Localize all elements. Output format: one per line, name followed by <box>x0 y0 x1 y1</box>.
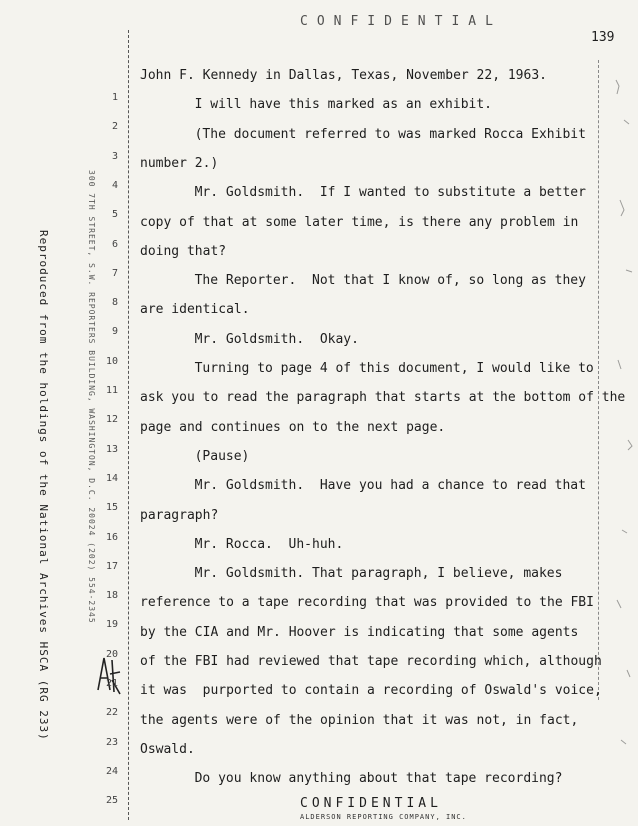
line-number: 5 <box>111 209 118 221</box>
line-number: 15 <box>105 502 118 514</box>
line-number: 11 <box>105 385 118 396</box>
transcript-line: Mr. Goldsmith. Okay. <box>194 331 359 347</box>
transcript-line: Mr. Rocca. Uh-huh. <box>194 536 344 552</box>
line-number: 23 <box>105 736 118 748</box>
transcript-line: the agents were of the opinion that it was not, in fact, <box>140 712 579 728</box>
footer-company: ALDERSON REPORTING COMPANY, INC. <box>300 813 467 821</box>
line-number: 1 <box>111 92 118 103</box>
transcript-line: Mr. Goldsmith. Have you had a chance to read that <box>194 478 586 494</box>
transcript-line: Mr. Goldsmith. If I wanted to substitute a better <box>194 185 586 201</box>
line-number: 14 <box>105 472 118 484</box>
line-number: 22 <box>105 707 118 719</box>
transcript-line: are identical. <box>140 302 250 318</box>
footer-confidential: CONFIDENTIAL <box>300 796 442 811</box>
transcript-line: paragraph? <box>140 507 219 523</box>
transcript-line: (The document referred to was marked Rocca Exhibit <box>194 126 586 142</box>
line-number: 20 <box>105 648 118 660</box>
transcript-line: Do you know anything about that tape recording? <box>194 771 563 787</box>
line-number: 21 <box>105 678 118 689</box>
line-number: 16 <box>105 531 118 543</box>
transcript-line: Oswald. <box>140 741 195 757</box>
transcript-line: I will have this marked as an exhibit. <box>194 97 493 113</box>
scan-edge-noise <box>612 60 638 760</box>
transcript-line: (Pause) <box>194 448 250 464</box>
line-number: 4 <box>111 179 118 191</box>
line-number: 13 <box>105 443 118 455</box>
transcript-line: reference to a tape recording that was provided to the FBI <box>140 595 594 611</box>
line-number: 18 <box>105 590 118 602</box>
header-confidential: CONFIDENTIAL <box>300 14 502 29</box>
transcript-line: copy of that at some later time, is there any problem in <box>140 214 579 230</box>
transcript-line: Turning to page 4 of this document, I would like to <box>194 361 594 376</box>
line-number: 8 <box>111 297 118 309</box>
left-margin-rule <box>128 30 129 820</box>
reporter-address: 300 7TH STREET, S.W. REPORTERS BUILDING, WASHINGTON, D.C. 20024 (202) 554-2345 <box>87 170 96 624</box>
transcript-line: of the FBI had reviewed that tape recording which, although <box>140 654 602 669</box>
line-number: 25 <box>105 795 118 807</box>
line-number: 19 <box>105 619 118 631</box>
archive-note: Reproduced from the holdings of the National Archives HSCA (RG 233) <box>37 230 50 741</box>
transcript-line: it was purported to contain a recording of Oswald's voice, <box>140 683 602 699</box>
line-number: 3 <box>111 150 118 162</box>
line-number: 24 <box>105 765 118 777</box>
line-number: 12 <box>105 414 118 426</box>
transcript-line: number 2.) <box>140 155 219 171</box>
line-number: 9 <box>111 326 118 338</box>
transcript-line: The Reporter. Not that I know of, so long as they <box>194 273 586 289</box>
line-number: 2 <box>111 121 118 133</box>
transcript-line: ask you to read the paragraph that starts at the bottom of the <box>140 390 626 406</box>
transcript-line: page and continues on to the next page. <box>140 419 446 435</box>
transcript-line: Mr. Goldsmith. That paragraph, I believe, makes <box>194 566 563 582</box>
line-number: 6 <box>111 238 118 250</box>
transcript-line: by the CIA and Mr. Hoover is indicating that some agents <box>140 624 579 640</box>
line-number: 17 <box>105 560 118 572</box>
transcript-line: doing that? <box>140 243 227 259</box>
line-number: 10 <box>105 355 118 367</box>
line-number: 7 <box>111 267 118 279</box>
archive-margin <box>34 230 54 741</box>
transcript-line: John F. Kennedy in Dallas, Texas, November 22, 1963. <box>140 68 547 83</box>
right-margin-rule <box>598 60 599 700</box>
page-number: 139 <box>591 30 615 45</box>
